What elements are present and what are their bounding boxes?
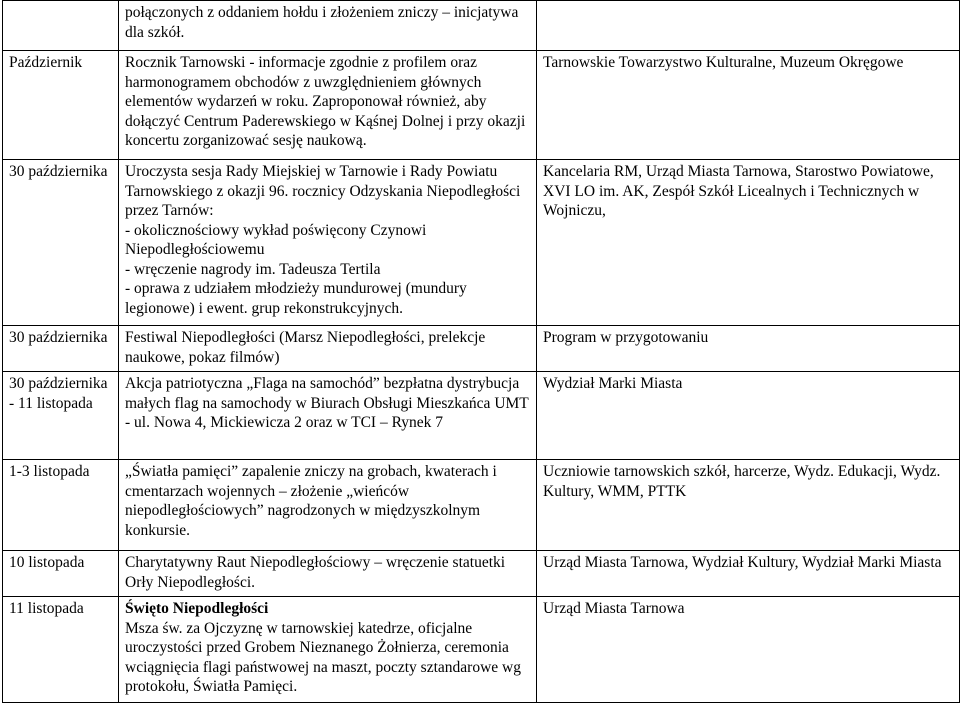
organizer-cell: Wydział Marki Miasta — [537, 372, 960, 460]
organizer-cell: Urząd Miasta Tarnowa, Wydział Kultury, Wydział Marki Miasta — [537, 551, 960, 597]
organizer-cell — [537, 1, 960, 51]
event-line: - wręczenie nagrody im. Tadeusza Tertila — [125, 260, 381, 278]
event-cell: „Światła pamięci” zapalenie zniczy na grobach, kwaterach i cmentarzach wojennych – złożenie „wieńców niepodległościowych” nagrodzonych w międzyszkolnym konkursie. — [119, 460, 537, 551]
table-row — [3, 1, 960, 51]
table-row — [3, 326, 960, 372]
organizer-cell: Tarnowskie Towarzystwo Kulturalne, Muzeum Okręgowe — [537, 51, 960, 160]
organizer-cell: Kancelaria RM, Urząd Miasta Tarnowa, Starostwo Powiatowe, XVI LO im. AK, Zespół Szkół Licealnych i Technicznych w Wojniczu, — [537, 160, 960, 326]
date-cell: 30 października — [3, 160, 119, 326]
organizer-cell: Urząd Miasta Tarnowa — [537, 597, 960, 703]
table-row — [3, 51, 960, 160]
date-cell: Październik — [3, 51, 119, 160]
table-row — [3, 597, 960, 703]
date-cell: 1-3 listopada — [3, 460, 119, 551]
events-table — [2, 0, 960, 703]
event-line: - okolicznościowy wykład poświęcony Czynowi Niepodległościowemu — [125, 221, 427, 258]
event-cell: Charytatywny Raut Niepodległościowy – wręczenie statuetki Orły Niepodległości. — [119, 551, 537, 597]
organizer-cell: Program w przygotowaniu — [537, 326, 960, 372]
event-line: Uroczysta sesja Rady Miejskiej w Tarnowie i Rady Powiatu Tarnowskiego z okazji 96. rocznicy Odzyskania Niepodległości przez Tarnów: — [125, 163, 521, 219]
event-cell: połączonych z oddaniem hołdu i złożeniem zniczy – inicjatywa dla szkół. — [119, 1, 537, 51]
date-cell: 10 listopada — [3, 551, 119, 597]
event-cell: Akcja patriotyczna „Flaga na samochód” bezpłatna dystrybucja małych flag na samochody w Biurach Obsługi Mieszkańca UMT - ul. Nowa 4, Mickiewicza 2 oraz w TCI – Rynek 7 — [119, 372, 537, 460]
date-cell: 30 października — [3, 326, 119, 372]
event-title: Święto Niepodległości — [125, 600, 269, 617]
table-row — [3, 372, 960, 460]
event-cell: Rocznik Tarnowski - informacje zgodnie z profilem oraz harmonogramem obchodów z uwzględnieniem głównych elementów wydarzeń w roku. Zaproponował również, aby dołączyć Centrum Paderewskiego w Kąśnej Dolnej i przy okazji koncertu zorganizować sesję naukową. — [119, 51, 537, 160]
event-line: - oprawa z udziałem młodzieży mundurowej (mundury legionowe) i ewent. grup rekonstrukcyjnych. — [125, 280, 467, 317]
event-cell: Festiwal Niepodległości (Marsz Niepodległości, prelekcje naukowe, pokaz filmów) — [119, 326, 537, 372]
organizer-cell: Uczniowie tarnowskich szkół, harcerze, Wydz. Edukacji, Wydz. Kultury, WMM, PTTK — [537, 460, 960, 551]
event-description: Msza św. za Ojczyznę w tarnowskiej katedrze, oficjalne uroczystości przed Grobem Nieznanego Żołnierza, ceremonia wciągnięcia flagi państwowej na maszt, poczty sztandarowe wg protokołu, Światła Pamięci. — [125, 619, 521, 695]
date-cell: 11 listopada — [3, 597, 119, 703]
date-cell — [3, 1, 119, 51]
table-row — [3, 160, 960, 326]
date-cell: 30 października - 11 listopada — [3, 372, 119, 460]
table-row — [3, 551, 960, 597]
event-cell — [119, 160, 537, 326]
table-row — [3, 460, 960, 551]
event-cell — [119, 597, 537, 703]
